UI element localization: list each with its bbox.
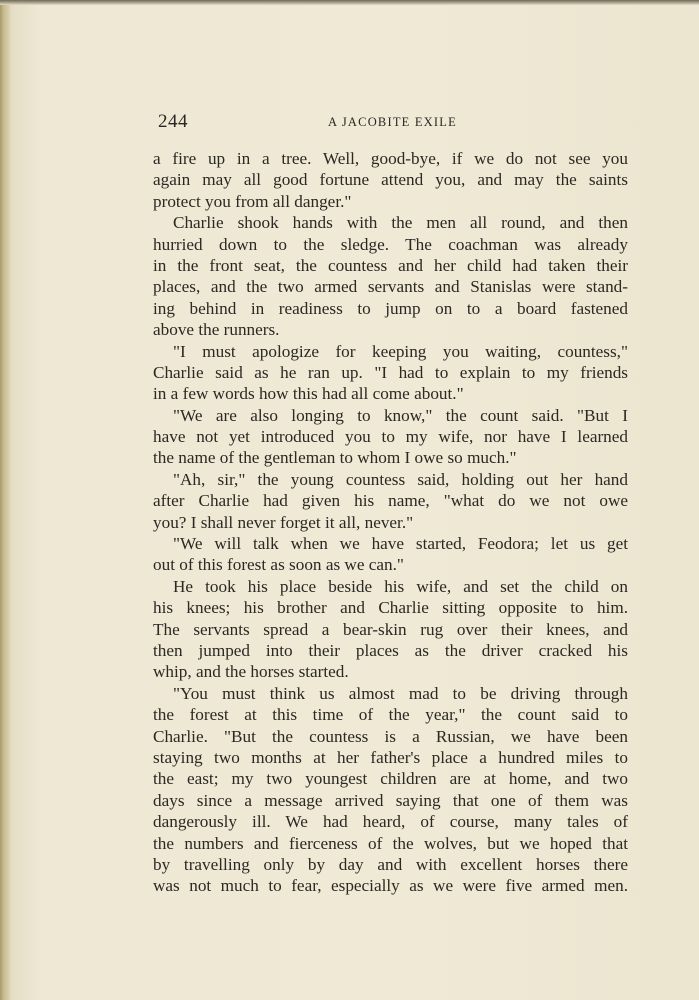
text-line: "I must apologize for keeping you waiting, countess," [173, 341, 628, 361]
text-line: The servants spread a bear-skin rug over their knees, and [153, 619, 628, 639]
book-title: A JACOBITE EXILE [328, 115, 457, 129]
text-line: "You must think us almost mad to be driving through [173, 683, 628, 703]
text-line: whip, and the horses started. [153, 662, 349, 682]
body-text [153, 148, 628, 897]
text-line: the name of the gentleman to whom I owe so much." [153, 448, 517, 468]
text-line: the forest at this time of the year," the count said to [153, 705, 628, 725]
text-line: Charlie said as he ran up. "I had to explain to my friends [153, 362, 628, 382]
text-line: above the runners. [153, 320, 280, 340]
text-line: again may all good fortune attend you, and may the saints [153, 170, 628, 190]
text-line: dangerously ill. We had heard, of course, many tales of [153, 812, 628, 832]
text-line: "We will talk when we have started, Feodora; let us get [173, 534, 628, 554]
text-line: "We are also longing to know," the count said. "But I [173, 405, 628, 425]
text-line: days since a message arrived saying that one of them was [153, 790, 628, 810]
text-line: protect you from all danger." [153, 191, 352, 211]
text-line: by travelling only by day and with excellent horses there [153, 854, 628, 874]
text-line: in the front seat, the countess and her child had taken their [153, 255, 628, 275]
text-line: have not yet introduced you to my wife, nor have I learned [153, 427, 628, 447]
text-line: hurried down to the sledge. The coachman was already [153, 234, 628, 254]
page-number: 244 [158, 111, 188, 132]
text-line: Charlie shook hands with the men all round, and then [173, 213, 628, 233]
running-head [158, 111, 628, 135]
text-line: you? I shall never forget it all, never." [153, 512, 414, 532]
text-line: his knees; his brother and Charlie sitting opposite to him. [153, 598, 628, 618]
text-line: in a few words how this had all come about." [153, 384, 464, 404]
text-line: was not much to fear, especially as we were five armed men. [153, 876, 628, 896]
text-line: He took his place beside his wife, and set the child on [173, 576, 628, 596]
text-line: out of this forest as soon as we can." [153, 555, 404, 575]
text-line: Charlie. "But the countess is a Russian, we have been [153, 726, 628, 746]
text-line: after Charlie had given his name, "what do we not owe [153, 491, 628, 511]
text-line: a fire up in a tree. Well, good-bye, if we do not see you [153, 149, 628, 168]
text-line: "Ah, sir," the young countess said, holding out her hand [173, 469, 628, 489]
text-line: the east; my two youngest children are at home, and two [153, 769, 628, 789]
page-binding-edge [0, 0, 10, 1000]
text-line: places, and the two armed servants and Stanislas were stand- [153, 277, 628, 297]
text-line: ing behind in readiness to jump on to a board fastened [153, 298, 628, 318]
text-line: staying two months at her father's place a hundred miles to [153, 747, 628, 767]
text-line: the numbers and fierceness of the wolves, but we hoped that [153, 833, 628, 853]
text-line: then jumped into their places as the driver cracked his [153, 640, 628, 660]
page-top-edge [0, 0, 699, 5]
